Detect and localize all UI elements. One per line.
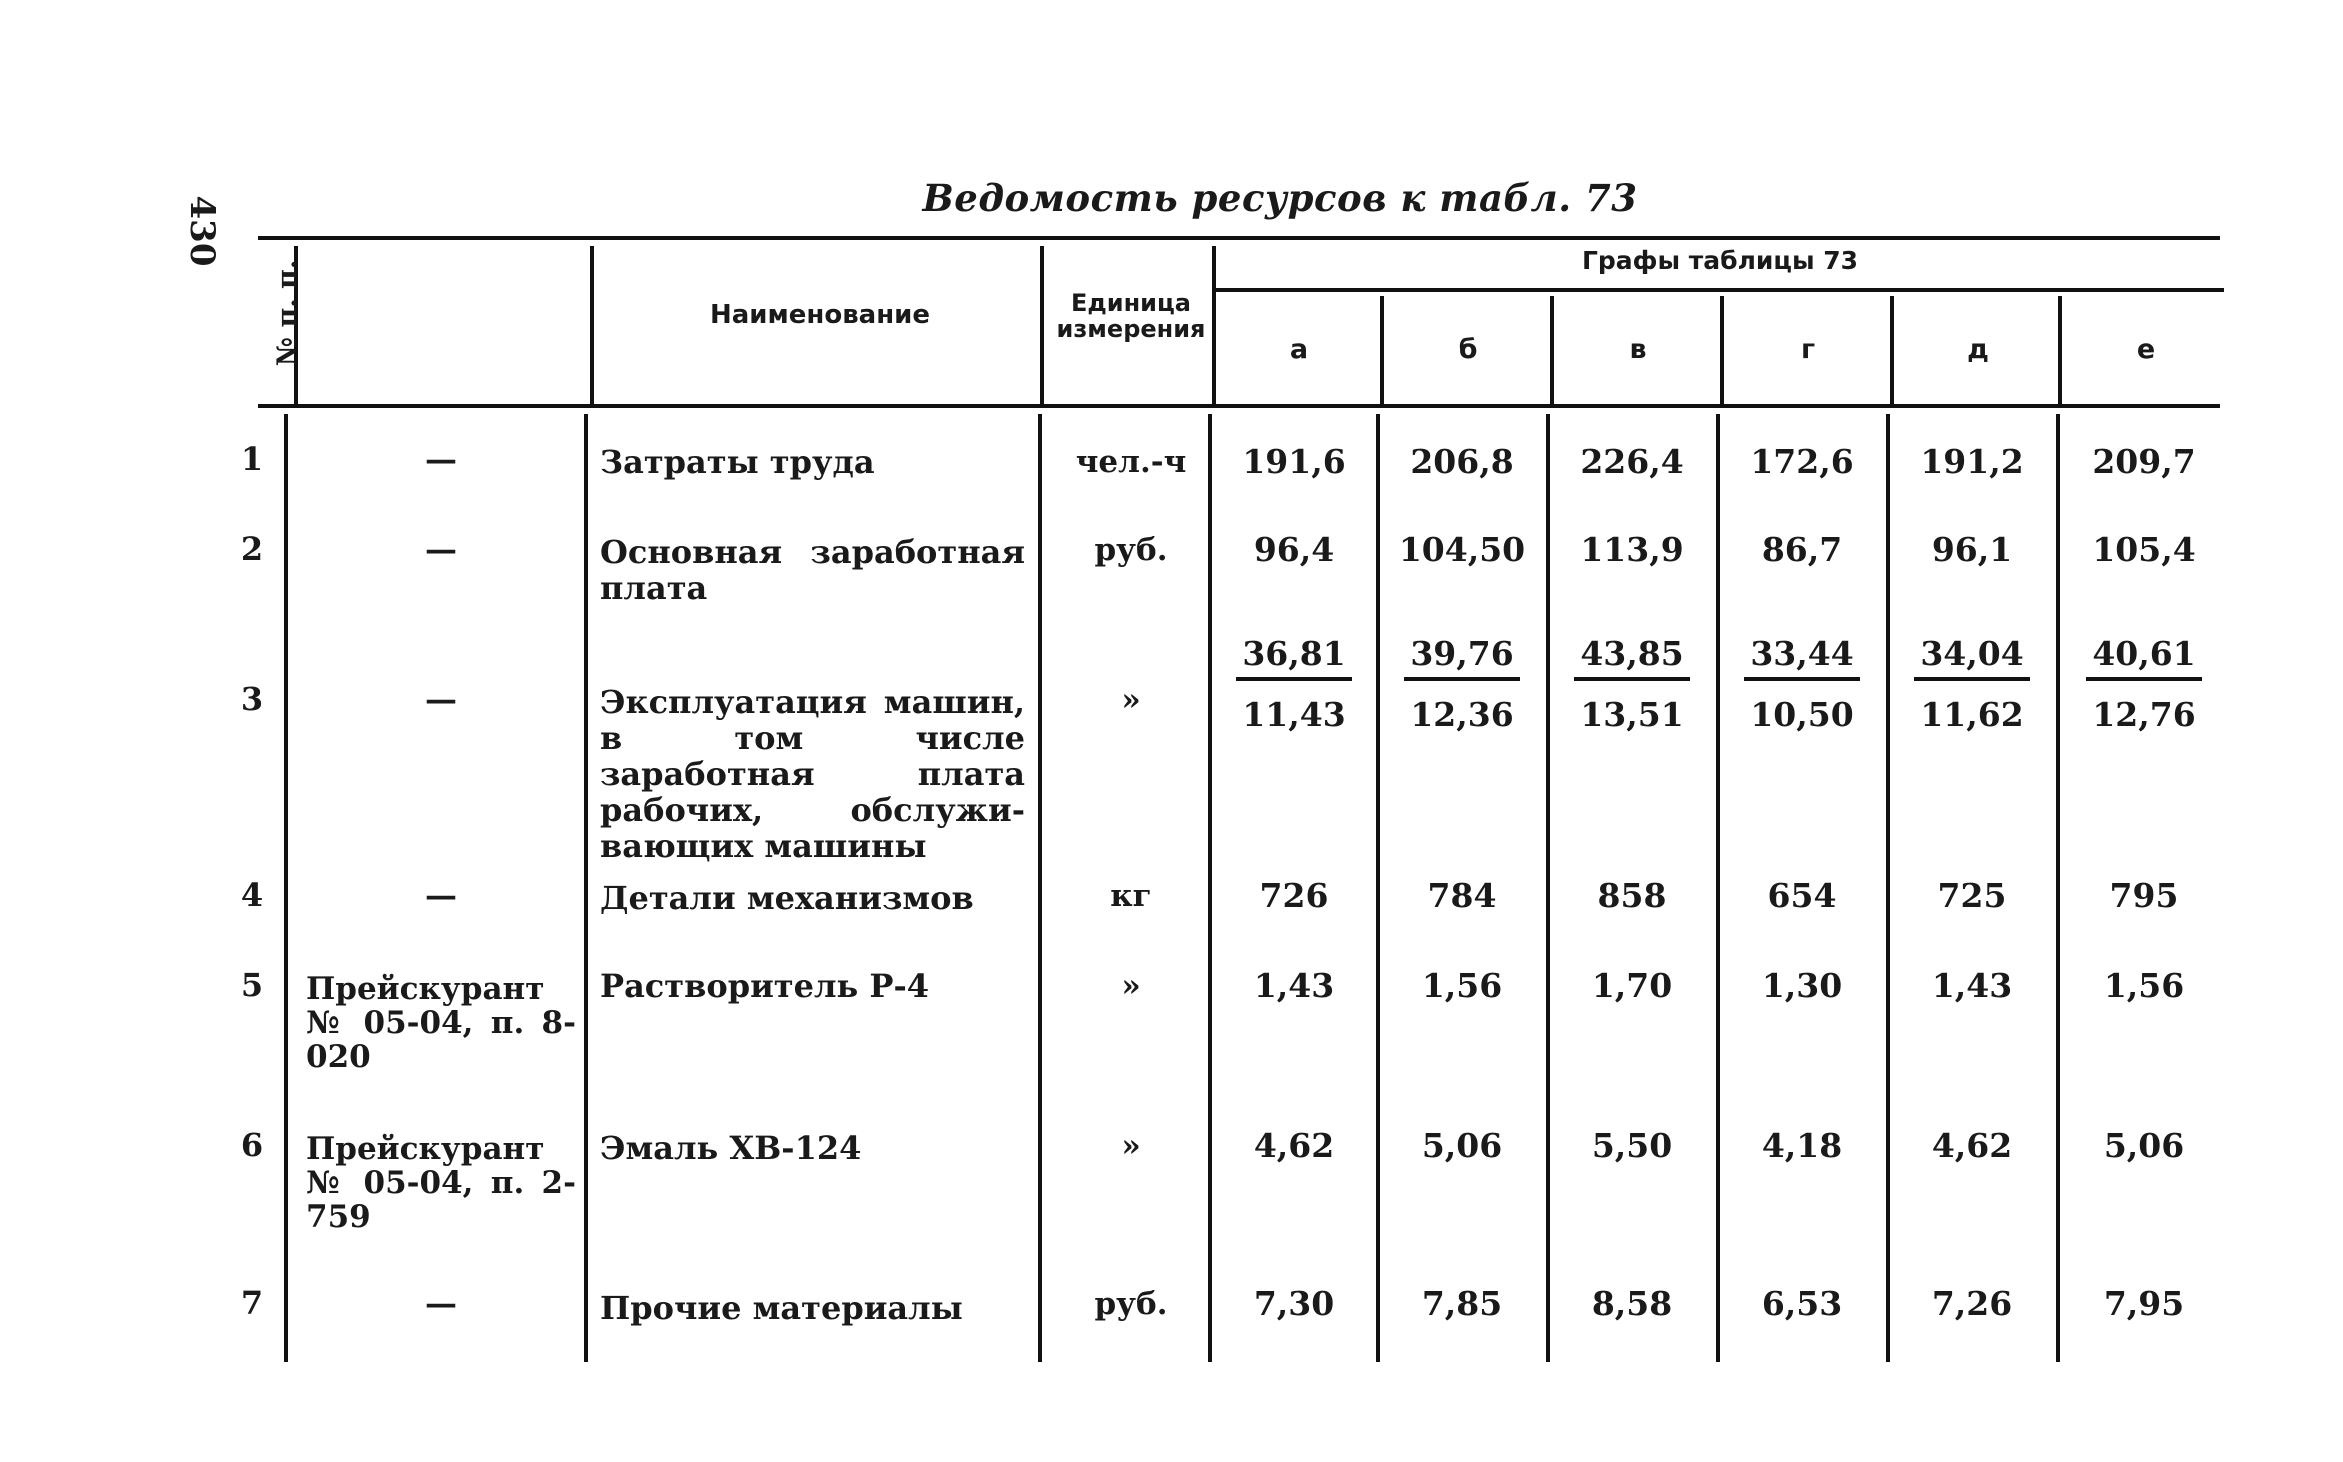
row-value: 4,62	[1253, 1126, 1335, 1165]
row-value-fraction	[1718, 634, 1886, 734]
fraction-denominator: 12,76	[2092, 695, 2196, 734]
row-unit: »	[1121, 682, 1141, 718]
row-value: 7,85	[1421, 1284, 1503, 1323]
row-num: 1	[240, 440, 264, 478]
row-value: 96,1	[1931, 530, 2013, 569]
header-unit-line1: Единица	[1071, 289, 1191, 317]
row-name: Эмаль ХВ-124	[600, 1129, 862, 1167]
row-ref: —	[425, 876, 457, 914]
body-col-divider	[1038, 414, 1042, 1362]
header-col-d: д	[1967, 334, 1989, 365]
fraction-denominator: 11,43	[1242, 695, 1346, 734]
fraction-denominator: 11,62	[1920, 695, 2024, 734]
row-value: 1,43	[1931, 966, 2013, 1005]
row-value: 96,4	[1253, 530, 1335, 569]
row-ref: —	[425, 1284, 457, 1322]
header-col-divider	[1040, 246, 1044, 404]
row-num: 5	[240, 966, 264, 1004]
row-value-fraction	[1888, 634, 2056, 734]
row-name: Детали механизмов	[600, 879, 974, 917]
page-title: Ведомость ресурсов к табл. 73	[922, 176, 1638, 220]
row-name: Основная заработная плата	[600, 533, 1025, 607]
row-value: 4,62	[1931, 1126, 2013, 1165]
row-ref: —	[425, 680, 457, 718]
row-value: 1,56	[1421, 966, 1503, 1005]
header-group-rule	[1214, 288, 2224, 292]
row-value: 1,56	[2103, 966, 2185, 1005]
row-name: Растворитель Р-4	[600, 967, 930, 1005]
row-unit: кг	[1110, 878, 1152, 914]
header-unit-line2: измерения	[1056, 315, 1206, 343]
row-value: 725	[1937, 876, 2007, 915]
row-value: 1,30	[1761, 966, 1843, 1005]
row-value-fraction	[1210, 634, 1378, 734]
row-value: 7,30	[1253, 1284, 1335, 1323]
body-col-divider	[584, 414, 588, 1362]
fraction-denominator: 13,51	[1580, 695, 1684, 734]
row-value: 6,53	[1761, 1284, 1843, 1323]
row-ref: Прейскурант № 05-04, п. 2-759	[306, 1131, 576, 1235]
fraction-numerator: 43,85	[1574, 634, 1689, 681]
header-col-b: б	[1458, 334, 1478, 365]
header-num: № п. п.	[271, 259, 303, 367]
row-ref: Прейскурант № 05-04, п. 8-020	[306, 971, 576, 1075]
row-value: 1,43	[1253, 966, 1335, 1005]
row-value: 209,7	[2092, 442, 2196, 481]
table-top-rule	[258, 236, 2220, 240]
row-value: 104,50	[1398, 530, 1526, 569]
row-value: 4,18	[1761, 1126, 1843, 1165]
fraction-numerator: 36,81	[1236, 634, 1351, 681]
row-value-fraction	[1378, 634, 1546, 734]
row-value: 105,4	[2092, 530, 2196, 569]
row-num: 6	[240, 1126, 264, 1164]
page-number: 430	[182, 195, 222, 267]
row-value: 726	[1259, 876, 1329, 915]
row-value: 784	[1427, 876, 1497, 915]
row-num: 2	[240, 530, 264, 568]
fraction-denominator: 10,50	[1750, 695, 1854, 734]
row-value: 5,50	[1591, 1126, 1673, 1165]
row-value: 1,70	[1591, 966, 1673, 1005]
row-num: 7	[240, 1284, 264, 1322]
fraction-numerator: 33,44	[1744, 634, 1859, 681]
row-value: 86,7	[1761, 530, 1843, 569]
row-unit: руб.	[1094, 1286, 1168, 1322]
row-num: 3	[240, 680, 264, 718]
header-col-e: е	[2136, 334, 2156, 365]
row-unit: руб.	[1094, 532, 1168, 568]
row-value: 191,2	[1920, 442, 2024, 481]
row-value-fraction	[2060, 634, 2228, 734]
row-value: 5,06	[2103, 1126, 2185, 1165]
row-name: Прочие материалы	[600, 1289, 963, 1327]
row-value: 654	[1767, 876, 1837, 915]
row-name: Эксплуатация машин, в том числе заработная плата рабочих, обслужи-вающих машины	[600, 683, 1025, 865]
row-ref: —	[425, 530, 457, 568]
row-name: Затраты труда	[600, 443, 875, 481]
header-col-a: а	[1289, 334, 1309, 365]
fraction-numerator: 34,04	[1914, 634, 2029, 681]
fraction-numerator: 39,76	[1404, 634, 1519, 681]
row-value: 858	[1597, 876, 1667, 915]
row-unit: »	[1121, 968, 1141, 1004]
row-value: 7,26	[1931, 1284, 2013, 1323]
row-value: 8,58	[1591, 1284, 1673, 1323]
row-unit: чел.-ч	[1075, 444, 1187, 480]
row-value: 113,9	[1580, 530, 1684, 569]
row-value: 206,8	[1410, 442, 1514, 481]
header-col-divider	[590, 246, 594, 404]
row-unit: »	[1121, 1128, 1141, 1164]
row-value: 226,4	[1580, 442, 1684, 481]
header-col-v: в	[1629, 334, 1647, 365]
header-group: Графы таблицы 73	[1581, 246, 1859, 275]
row-value: 172,6	[1750, 442, 1854, 481]
header-col-g: г	[1800, 334, 1816, 365]
row-value-fraction	[1548, 634, 1716, 734]
header-name: Наименование	[709, 300, 931, 330]
row-num: 4	[240, 876, 264, 914]
header-bottom-rule	[258, 404, 2220, 408]
fraction-denominator: 12,36	[1410, 695, 1514, 734]
body-col-divider	[284, 414, 288, 1362]
row-ref: —	[425, 440, 457, 478]
row-value: 7,95	[2103, 1284, 2185, 1323]
fraction-numerator: 40,61	[2086, 634, 2201, 681]
row-value: 795	[2109, 876, 2179, 915]
row-value: 5,06	[1421, 1126, 1503, 1165]
row-value: 191,6	[1242, 442, 1346, 481]
header-unit	[1046, 290, 1216, 342]
